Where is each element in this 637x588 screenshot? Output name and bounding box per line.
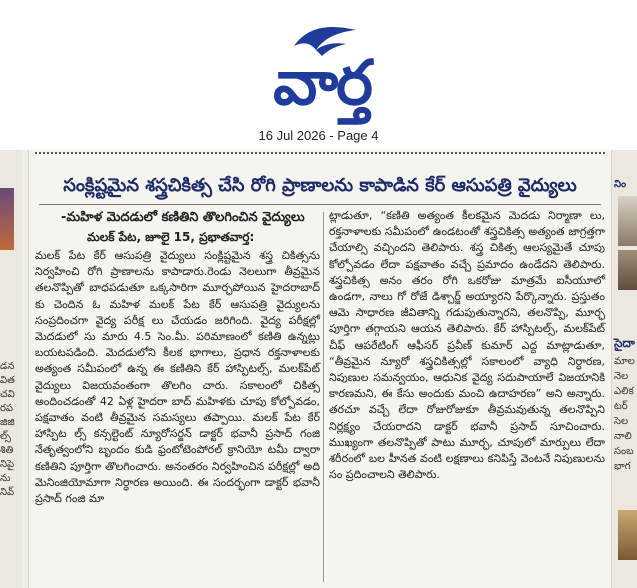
right-text-line: టర్: [614, 401, 628, 412]
article-column-left: [35, 208, 320, 507]
left-text-line: శితి: [0, 445, 14, 456]
right-text-line: ఎలిక: [614, 386, 634, 397]
date-page-label: 16 Jul 2026 - Page 4: [258, 128, 379, 143]
adjacent-article-left: [0, 150, 22, 588]
article-column-right: [329, 208, 605, 483]
right-photo-middle: [618, 250, 637, 290]
left-text-lines: [0, 360, 18, 500]
column-divider: [323, 212, 324, 582]
news-article: [28, 150, 612, 588]
dotted-border: [35, 152, 605, 164]
article-dateline: మలక్ పేట, జూలై 15, ప్రభాతవార్త:: [87, 230, 255, 244]
left-photo: [0, 188, 14, 250]
article-subheadline: -మహిళ మెదడులో కణితిని తొలగించిన వైద్యులు: [61, 210, 305, 225]
article-body-right: ట్లాడుతూ, “కణితి అత్యంత కీలకమైన మెదడు నిర్మాణా లు, రక్తనాళాలకు సమీపంలో ఉండటంతో శస్త్రచికిత్స అత్యంత జాగ్రత్తగా చేయాల్సి వచ్చిందని తెలిపారు. శస్త్ర చికిత్స ఆలస్యమైతే చూపు కోల్పోవడం లేదా పక్షవాతం వచ్చే ప్రమాదం ఉండేదని తెలిపారు. శస్త్రచికిత్స అనం తరం రోగి ఒకరోజు మాత్రమే ఐసీయూలో ఉండగా, నాలు గో రోజే డిశ్చార్జ్ అయ్యారని పేర్కొన్నారు. ప్రస్తుతం ఆమె సాధారణ జీవితాన్ని గడుపుతున్నారని, తలనొప్పి, మూర్ఛ పూర్తిగా తగ్గాయని ఆయన తెలిపారు. కేర్ హాస్పిటల్స్, మలక్‌పేట్ చీఫ్ ఆపరేటింగ్ ఆఫీసర్ ప్రవీణ్ కుమార్ ఎద్ద మాట్లాడుతూ, “తీవ్రమైన న్యూరో శస్త్రచికిత్సల్లో సకాలంలో వ్యాధి నిర్ధారణ, నిపుణుల సమన్వయం, ఆధునిక వైద్య సదుపాయాలే విజయానికి కారణమని, ఈ కేసు అందుకు మంచి ఉదాహరణ” అని అన్నారు. తరచూ వచ్చే లేదా రోజురోజుకూ తీవ్రమవుతున్న తలనొప్పిని నిర్లక్ష్యం చేయరాదని డాక్టర్ భవానీ ప్రసాద్ సూచించారు. ముఖ్యంగా తలనొప్పితో పాటు మూర్ఛ, చూపులో మార్పులు లేదా శరీరంలో బల హీనత వంటి లక్షణాలు కనిపిస్తే వెంటనే నిపుణులను సం ప్రదించాలని తెలిపారు.: [329, 209, 605, 482]
right-text-lines: [614, 354, 637, 474]
right-photo-bottom: [618, 510, 637, 560]
logo-text: వార్త: [273, 46, 371, 119]
article-body-left: మలక్ పేట కేర్ ఆసుపత్రి వైద్యులు సంక్లిష్టమైన శస్త్ర చికిత్సను నిర్వహించి రోగి ప్రాణాలను కాపాడారు.రెండు నెలలుగా తీవ్రమైన తలనొప్పితో బాధపడుతూ ఒక్కసారిగా మూర్ఛపోయిన హైదరాబాద్ కు చెందిన ఓ మహిళ మలక్ పేట కేర్ ఆసుపత్రి వైద్యులను సంప్రదించగా వైద్య పరీక్ష లు చేయడం జరిగింది. వైద్య పరీక్షల్లో మెదడులో సు మారు 4.5 సెం.మీ. పరిమాణంలో కణితి ఉన్నట్లు బయటపడింది. మెదడులోని కీలక భాగాలు, ప్రధాన రక్తనాళాలకు అత్యంత సమీపంలో ఉన్న ఈ కణితిని కేర్ హాస్పిటల్స్, మలక్‌పేట్ వైద్యులు విజయవంతంగా తొలగిం చారు. సకాలంలో చికిత్స అందించడంతో 42 ఏళ్ల హైదరా బాద్ మహిళకు చూపు కోల్పోవడం, పక్షవాతం వంటి తీవ్రమైన సమస్యలు తప్పాయి. మలక్ పేట కేర్ హాస్పిట ల్స్ కన్సల్టెంట్ న్యూరోసర్జన్ డాక్టర్ భవానీ ప్రసాద్ గంజి నేతృత్వంలోని బృందం కుడి ఫ్రంటోటెంపోరల్ క్రానియో టమీ ద్వారా కణితిని పూర్తిగా తొలగించారు. అనంతరం నిర్వహించిన పరీక్షల్లో అది మెనింజియోమాగా నిర్ధారణ అయింది. ఈ సందర్భంగా డాక్టర్ భవానీ ప్రసాద్ గంజి మా: [35, 249, 320, 506]
article-headline: సంక్లిష్టమైన శస్త్రచికిత్స చేసి రోగి ప్రాణాలను కాపాడిన కేర్ ఆసుపత్రి వైద్యులు: [63, 175, 577, 196]
right-headline: సైదా: [614, 336, 635, 350]
left-text-line: ను: [0, 473, 11, 484]
adjacent-article-right: [612, 150, 637, 588]
right-text-line: సంబ: [614, 446, 634, 457]
right-text-line: నెల: [614, 371, 629, 382]
right-text-line: సెల: [614, 416, 629, 427]
left-text-line: చవి: [0, 389, 15, 400]
right-photo-top: [618, 196, 637, 246]
left-text-line: డన: [0, 361, 15, 372]
headline-divider: [39, 204, 601, 205]
right-text-line: మాల: [614, 356, 635, 367]
right-text-line: నాలి: [614, 431, 632, 442]
newspaper-page: [0, 150, 637, 588]
left-text-line: రప: [0, 403, 14, 414]
newspaper-logo: [232, 18, 412, 128]
right-text-line: భాగ: [614, 461, 631, 472]
right-top-label: నిం: [614, 179, 627, 190]
left-text-line: నిపై: [0, 459, 15, 470]
left-text-line: ల్స్: [0, 431, 11, 442]
left-text-line: విత: [0, 375, 15, 386]
masthead: [0, 0, 637, 150]
left-text-line: నివ్: [0, 487, 15, 498]
left-text-line: జిజి: [0, 417, 15, 428]
